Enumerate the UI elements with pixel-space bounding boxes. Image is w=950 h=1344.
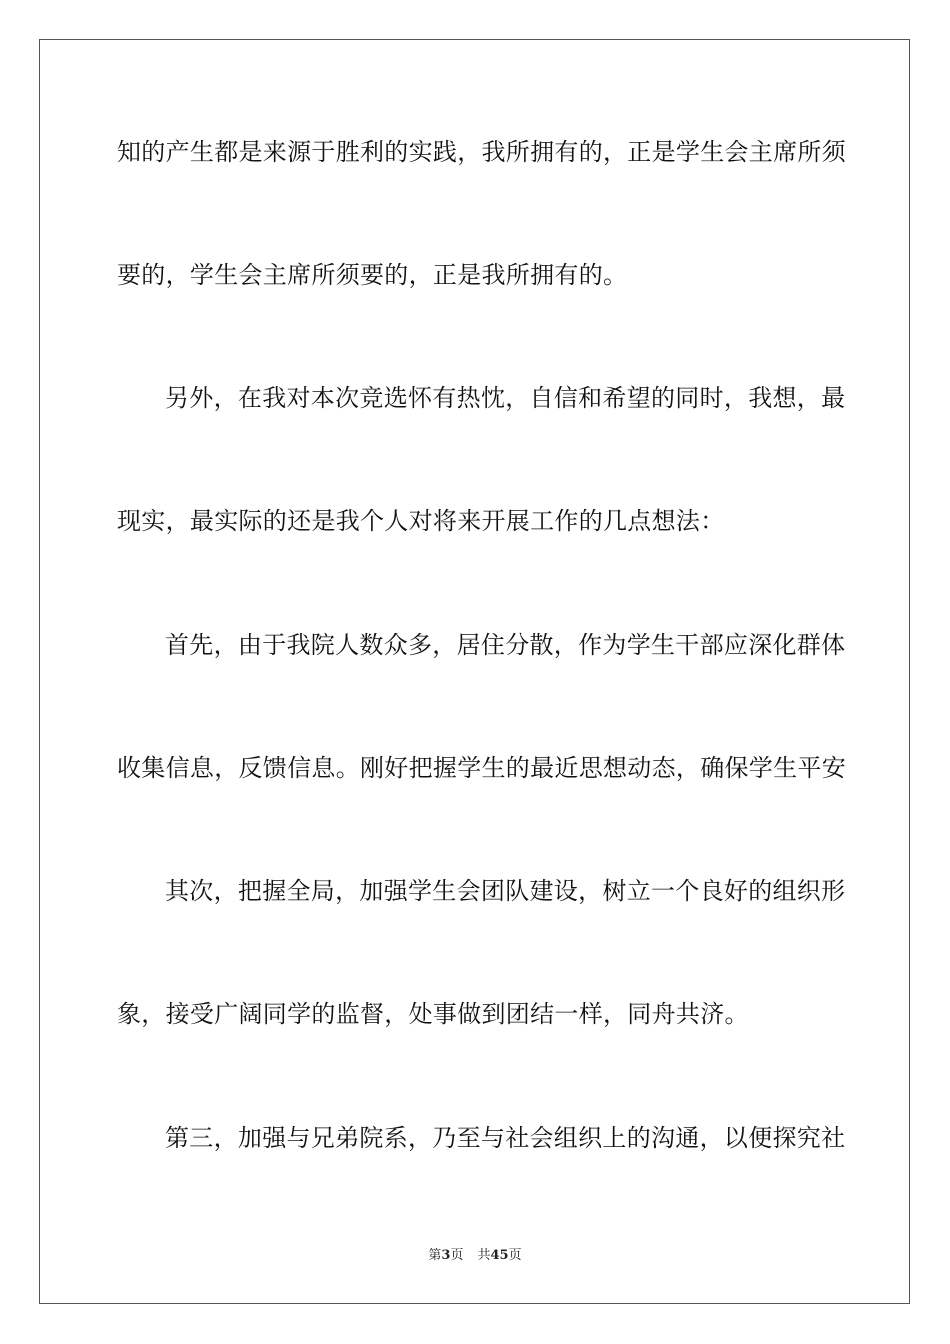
page-prefix: 第: [428, 1248, 442, 1263]
paragraph-first: 首先，由于我院人数众多，居住分散，作为学生干部应深化群体: [165, 631, 846, 659]
paragraph-third: 第三，加强与兄弟院系，乃至与社会组织上的沟通，以便探究社: [165, 1124, 846, 1152]
text-line-2: 要的，学生会主席所须要的，正是我所拥有的。: [117, 261, 628, 289]
text-line-8: 象，接受广阔同学的监督，处事做到团结一样，同舟共济。: [117, 1000, 749, 1028]
total-pages: 45: [490, 1248, 509, 1263]
total-prefix: 共: [477, 1248, 491, 1263]
text-line-6: 收集信息，反馈信息。刚好把握学生的最近思想动态，确保学生平安: [117, 754, 846, 782]
paragraph-second: 其次，把握全局，加强学生会团队建设，树立一个良好的组织形: [165, 877, 846, 905]
page-border: [39, 39, 910, 1304]
paragraph-another: 另外，在我对本次竞选怀有热忱，自信和希望的同时，我想，最: [165, 384, 846, 412]
page-footer: [0, 1247, 950, 1265]
page-number: 3: [441, 1248, 451, 1263]
text-line-1: 知的产生都是来源于胜利的实践，我所拥有的，正是学生会主席所须: [117, 138, 846, 166]
page-suffix: 页: [450, 1248, 464, 1263]
total-suffix: 页: [508, 1248, 522, 1263]
text-line-4: 现实，最实际的还是我个人对将来开展工作的几点想法：: [117, 507, 725, 535]
